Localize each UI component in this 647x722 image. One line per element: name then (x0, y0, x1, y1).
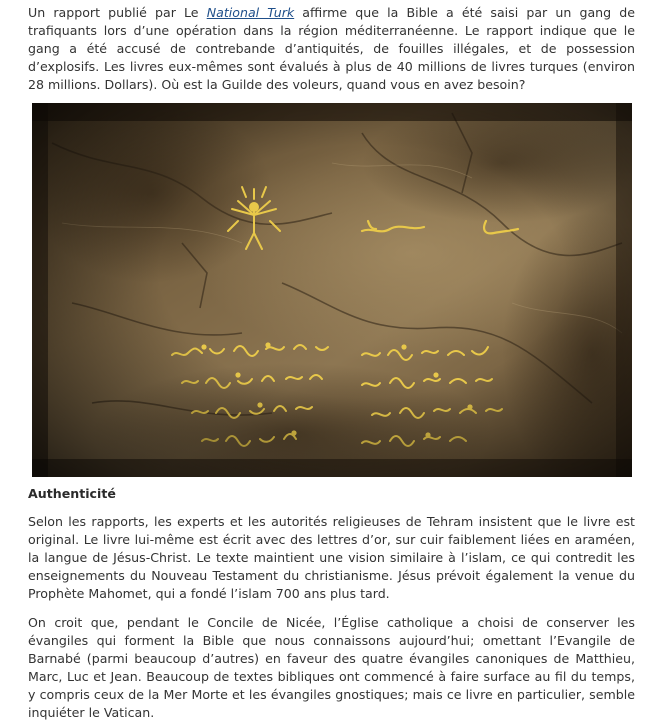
section-heading: Authenticité (28, 486, 116, 501)
authenticity-paragraph-1: Selon les rapports, les experts et les autorités religieuses de Tehram insistent que le livre est original. Le livre lui-même est écrit avec des lettres d’or, sur cuir faiblement liées en araméen, la langue de Jésus-Christ. Le texte maintient une vision similaire à l’islam, ce qui contredit les enseignements du Nouveau Testament du christianisme. Jésus prévoit également la venue du Prophète Mahomet, qui a fondé l’islam 700 ans plus tard. (28, 514, 635, 601)
authenticity-paragraph-2: On croit que, pendant le Concile de Nicée, l’Église catholique a choisi de conserver les évangiles qui forment la Bible que nous connaissons aujourd’hui; omettant l’Evangile de Barnabé (parmi beaucoup d’autres) en faveur des quatre évangiles canoniques de Matthieu, Marc, Luc et Jean. Beaucoup de textes bibliques ont commencé à faire surface au fil du temps, y compris ceux de la Mer Morte et les évangiles gnostiques; mais ce livre en particulier, semble inquiéter le Vatican. (28, 615, 635, 720)
intro-text-before: Un rapport publié par Le (28, 5, 207, 20)
intro-text-after: affirme que la Bible a été saisi par un gang de trafiquants lors d’une opération dans la région méditerranéenne. Le rapport indique que le gang a été accusé de contrebande d’antiquités, de fouilles illégales, et de possession d’explosifs. Les livres eux-mêmes sont évalués à plus de 40 millions de livres turques (environ 28 millions. Dollars). Où est la Guilde des voleurs, quand vous en avez besoin? (28, 5, 635, 92)
ancient-bible-photo (32, 103, 632, 477)
national-turk-link[interactable]: National Turk (206, 5, 295, 20)
intro-paragraph (28, 4, 635, 94)
leather-manuscript-image (32, 103, 632, 477)
